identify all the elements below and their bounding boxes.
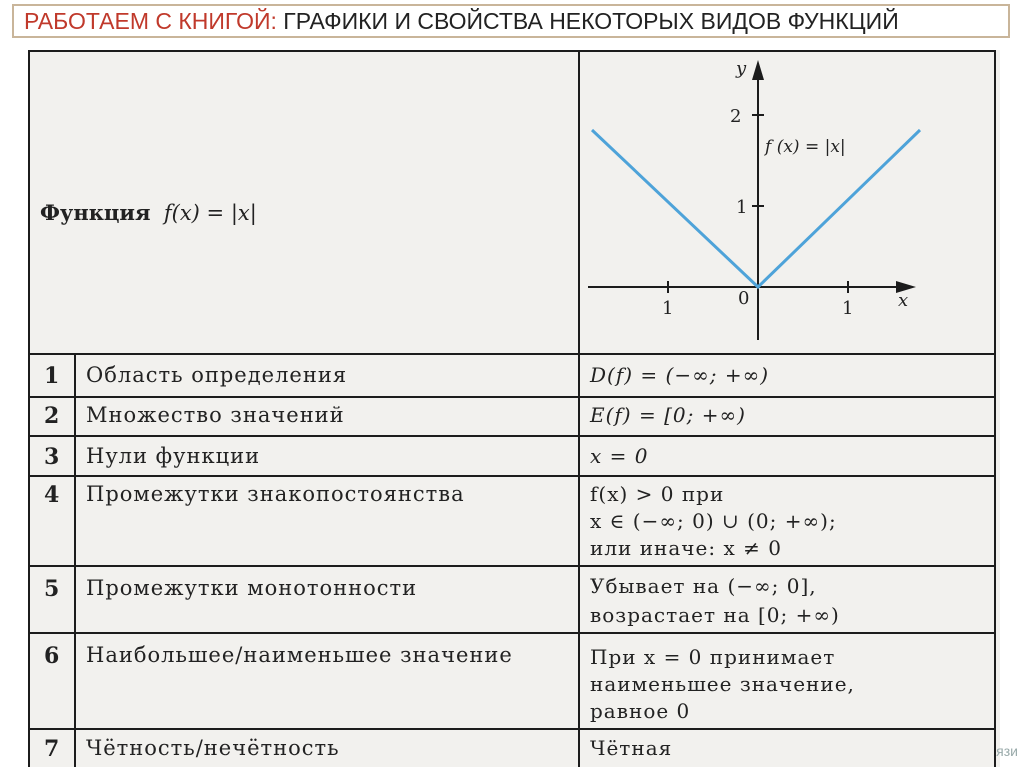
property-value-line: Убывает на (−∞; 0], xyxy=(590,574,817,598)
property-value: E(f) = [0; +∞) xyxy=(590,403,746,427)
table-border-right xyxy=(994,50,996,767)
property-value-line: возрастает на [0; +∞) xyxy=(590,603,840,627)
column-divider-number xyxy=(74,353,76,767)
function-formula: f(x) = |x| xyxy=(163,201,257,225)
property-label: Промежутки монотонности xyxy=(86,576,418,600)
row-number: 7 xyxy=(44,736,61,762)
row-divider xyxy=(28,632,996,634)
property-label: Промежутки знакопостоянства xyxy=(86,482,465,506)
property-label: Область определения xyxy=(86,363,348,387)
table-border-left xyxy=(28,50,30,767)
property-value-line: или иначе: x ≠ 0 xyxy=(590,536,782,560)
curve-label: f (x) = |x| xyxy=(765,137,846,157)
property-label: Множество значений xyxy=(86,403,345,427)
x-axis-label: x xyxy=(898,290,909,311)
y-tick-label-2: 2 xyxy=(730,106,742,127)
abs-curve xyxy=(592,130,920,287)
y-axis-label: y xyxy=(736,58,747,79)
row-number: 4 xyxy=(44,482,61,508)
row-number: 6 xyxy=(44,643,61,669)
title-text: ГРАФИКИ И СВОЙСТВА НЕКОТОРЫХ ВИДОВ ФУНКЦИЙ xyxy=(283,7,899,34)
property-value: x = 0 xyxy=(590,444,649,468)
row-divider xyxy=(28,475,996,477)
property-label: Наибольшее/наименьшее значение xyxy=(86,643,513,667)
title-accent: РАБОТАЕМ С КНИГОЙ: xyxy=(24,7,277,34)
origin-label: 0 xyxy=(738,288,750,309)
row-divider xyxy=(28,435,996,437)
property-value-line: наименьшее значение, xyxy=(590,672,855,696)
row-divider xyxy=(28,353,996,355)
property-value-line: равное 0 xyxy=(590,699,691,723)
row-divider xyxy=(28,728,996,730)
row-divider xyxy=(28,565,996,567)
function-properties-table xyxy=(28,50,1000,767)
row-number: 2 xyxy=(44,403,61,429)
property-value-line: При x = 0 принимает xyxy=(590,645,836,669)
property-value: Чётная xyxy=(590,736,673,760)
property-label: Чётность/нечётность xyxy=(86,736,340,760)
row-divider xyxy=(28,396,996,398)
function-name xyxy=(40,200,257,225)
watermark-text: язи xyxy=(996,743,1018,759)
property-value-line: f(x) > 0 при xyxy=(590,482,725,506)
slide-title xyxy=(12,4,1010,38)
row-number: 3 xyxy=(44,444,61,470)
abs-function-graph xyxy=(580,52,994,352)
row-number: 5 xyxy=(44,576,61,602)
y-axis-arrow xyxy=(752,60,764,80)
property-label: Нули функции xyxy=(86,444,261,468)
property-value-line: x ∈ (−∞; 0) ∪ (0; +∞); xyxy=(590,509,837,533)
function-label: Функция xyxy=(40,200,151,225)
x-tick-label-right: 1 xyxy=(842,298,854,319)
y-tick-label-1: 1 xyxy=(736,197,748,218)
property-value: D(f) = (−∞; +∞) xyxy=(590,363,770,387)
x-tick-label-left: 1 xyxy=(662,298,674,319)
row-number: 1 xyxy=(44,363,61,389)
